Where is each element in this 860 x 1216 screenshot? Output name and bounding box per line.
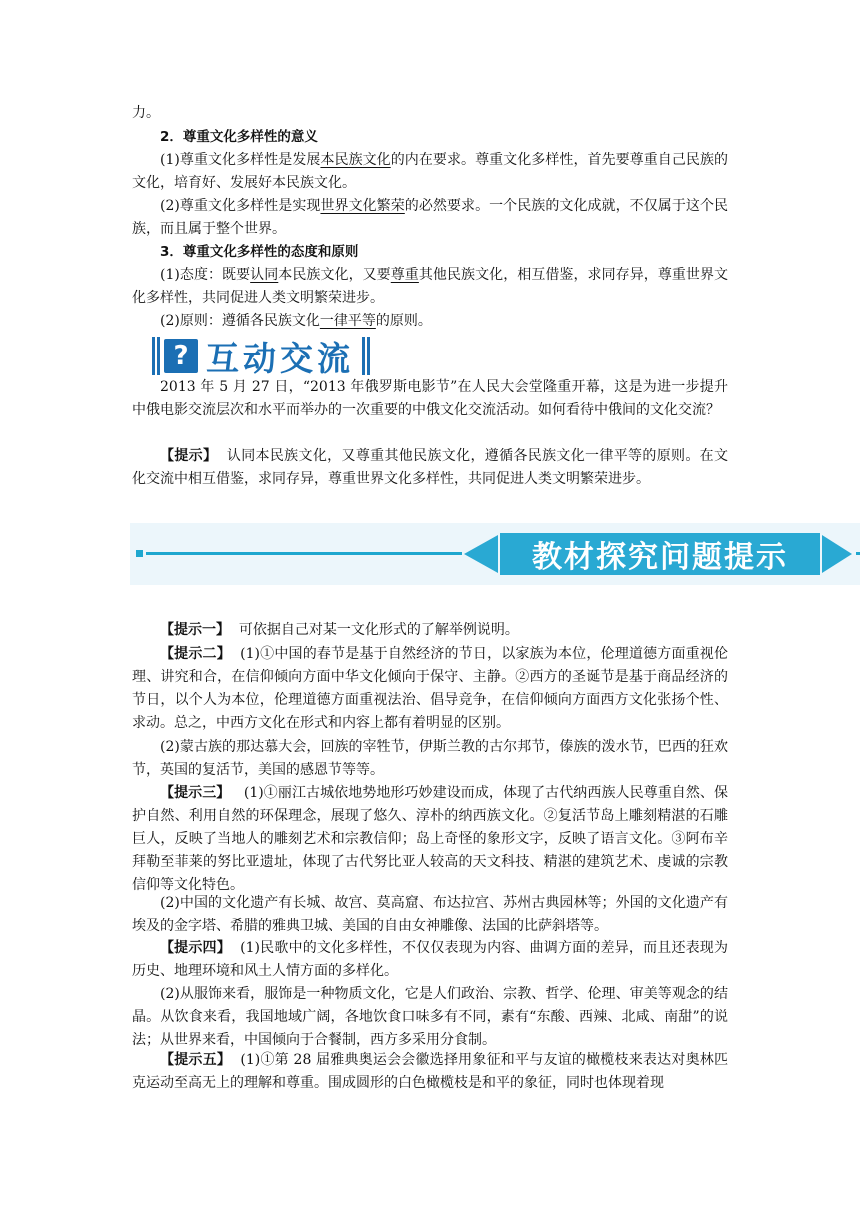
hint-4a bbox=[132, 937, 728, 983]
paragraph-principle bbox=[132, 310, 728, 333]
underlined-term: 世界文化繁荣 bbox=[320, 198, 405, 214]
text-span: 本民族文化，又要 bbox=[278, 267, 391, 283]
underlined-term: 一律平等 bbox=[319, 313, 376, 329]
interaction-section-header bbox=[152, 336, 374, 376]
interaction-hint bbox=[132, 445, 728, 491]
text-span: (2)原则：遵循各民族文化 bbox=[160, 313, 320, 329]
banner-title: 教材探究问题提示 bbox=[500, 533, 820, 575]
underlined-term: 尊重 bbox=[390, 267, 419, 283]
text-span: (1)尊重文化多样性是发展 bbox=[160, 152, 321, 168]
interaction-title: 互动交流 bbox=[206, 338, 354, 378]
hint-text: (1)①第 28 届雅典奥运会会徽选择用象征和平与友谊的橄榄枝来表达对奥林匹克运动至高无上的理解和尊重。围成圆形的白色橄榄枝是和平的象征，同时也体现着现 bbox=[132, 1052, 729, 1091]
left-arrow-icon bbox=[464, 535, 498, 573]
hint-text: 认同本民族文化，又尊重其他民族文化，遵循各民族文化一律平等的原则。在文化交流中相互借鉴，求同存异，尊重世界文化多样性，共同促进人类文明繁荣进步。 bbox=[132, 448, 729, 487]
hint-label: 【提示五】 bbox=[160, 1052, 232, 1068]
hint-label: 【提示】 bbox=[160, 448, 218, 464]
hint-5a bbox=[132, 1049, 728, 1095]
text-span: 的必然要求。一个民族的文化成就，不仅属于这个民族，而且属于整个世界。 bbox=[132, 198, 729, 237]
section-heading-3: 3．尊重文化多样性的态度和原则 bbox=[160, 244, 359, 260]
paragraph-attitude bbox=[132, 264, 728, 310]
interaction-body: 2013 年 5 月 27 日，“2013 年俄罗斯电影节”在人民大会堂隆重开幕，这是为进一步提升中俄电影交流层次和水平而举办的一次重要的中俄文化交流活动。如何看待中俄间的文化交流？ bbox=[132, 379, 728, 418]
banner-line-right bbox=[856, 552, 860, 555]
text-span: 力。 bbox=[132, 105, 160, 121]
header-bars-icon bbox=[152, 337, 160, 375]
section-banner bbox=[130, 523, 860, 585]
hint-label: 【提示一】 bbox=[160, 622, 230, 638]
underlined-term: 本民族文化 bbox=[320, 152, 391, 168]
hint-label: 【提示三】 bbox=[160, 785, 231, 801]
hint-4b: (2)从服饰来看，服饰是一种物质文化，它是人们政治、宗教、哲学、伦理、审美等观念的结晶。从饮食来看，我国地域广阔，各地饮食口味多有不同，素有“东酸、西辣、北咸、南甜”的说法；从世界来看，中国倾向于合餐制，西方多采用分食制。 bbox=[132, 986, 728, 1048]
text-span: (2)尊重文化多样性是实现 bbox=[160, 198, 321, 214]
hint-1 bbox=[132, 619, 728, 642]
hint-3a bbox=[132, 782, 728, 897]
hint-text: 可依据自己对某一文化形式的了解举例说明。 bbox=[238, 622, 519, 638]
hint-3b: (2)中国的文化遗产有长城、故宫、莫高窟、布达拉宫、苏州古典园林等；外国的文化遗产有埃及的金字塔、希腊的雅典卫城、美国的自由女神雕像、法国的比萨斜塔等。 bbox=[132, 895, 728, 934]
hint-label: 【提示四】 bbox=[160, 940, 231, 956]
question-mark-icon: ? bbox=[164, 339, 198, 373]
paragraph-significance-2 bbox=[132, 195, 728, 241]
hint-2b: (2)蒙古族的那达慕大会，回族的宰牲节，伊斯兰教的古尔邦节，傣族的泼水节，巴西的狂欢节，英国的复活节，美国的感恩节等等。 bbox=[132, 739, 728, 778]
hint-text: (1)①中国的春节是基于自然经济的节日，以家族为本位，伦理道德方面重视伦理、讲究和合，在信仰倾向方面中华文化倾向于保守、主静。②西方的圣诞节是基于商品经济的节日，以个人为本位，伦理道德方面重视法治、倡导竞争，在信仰倾向方面西方文化张扬个性、求动。总之，中西方文化在形式和内容上都有着明显的区别。 bbox=[132, 646, 728, 731]
header-bars-icon bbox=[362, 337, 370, 375]
hint-label: 【提示二】 bbox=[160, 646, 231, 662]
hint-text: (1)①丽江古城依地势地形巧妙建设而成，体现了古代纳西族人民尊重自然、保护自然、利用自然的环保理念，展现了悠久、淳朴的纳西族文化。②复活节岛上雕刻精湛的石雕巨人，反映了当地人的雕刻艺术和宗教信仰；岛上奇怪的象形文字，反映了语言文化。③阿布辛拜勒至菲莱的努比亚遗址，体现了古代努比亚人较高的天文科技、精湛的建筑艺术、虔诚的宗教信仰等文化特色。 bbox=[132, 785, 728, 893]
continued-text bbox=[132, 102, 728, 125]
right-arrow-icon bbox=[822, 535, 852, 573]
hint-text: (1)民歌中的文化多样性，不仅仅表现为内容、曲调方面的差异，而且还表现为历史、地理环境和风土人情方面的多样化。 bbox=[132, 940, 728, 979]
text-span: 的内在要求。尊重文化多样性，首先要尊重自己民族的文化，培育好、发展好本民族文化。 bbox=[132, 152, 729, 191]
paragraph-significance-1 bbox=[132, 149, 728, 195]
banner-line-left bbox=[146, 552, 462, 555]
banner-dot bbox=[136, 550, 143, 557]
underlined-term: 认同 bbox=[250, 267, 279, 283]
section-heading-2: 2．尊重文化多样性的意义 bbox=[160, 129, 318, 145]
hint-2a bbox=[132, 643, 728, 735]
text-span: 的原则。 bbox=[375, 313, 432, 329]
text-span: (1)态度：既要 bbox=[160, 267, 251, 283]
text-span: 其他民族文化，相互借鉴，求同存异，尊重世界文化多样性，共同促进人类文明繁荣进步。 bbox=[132, 267, 729, 306]
